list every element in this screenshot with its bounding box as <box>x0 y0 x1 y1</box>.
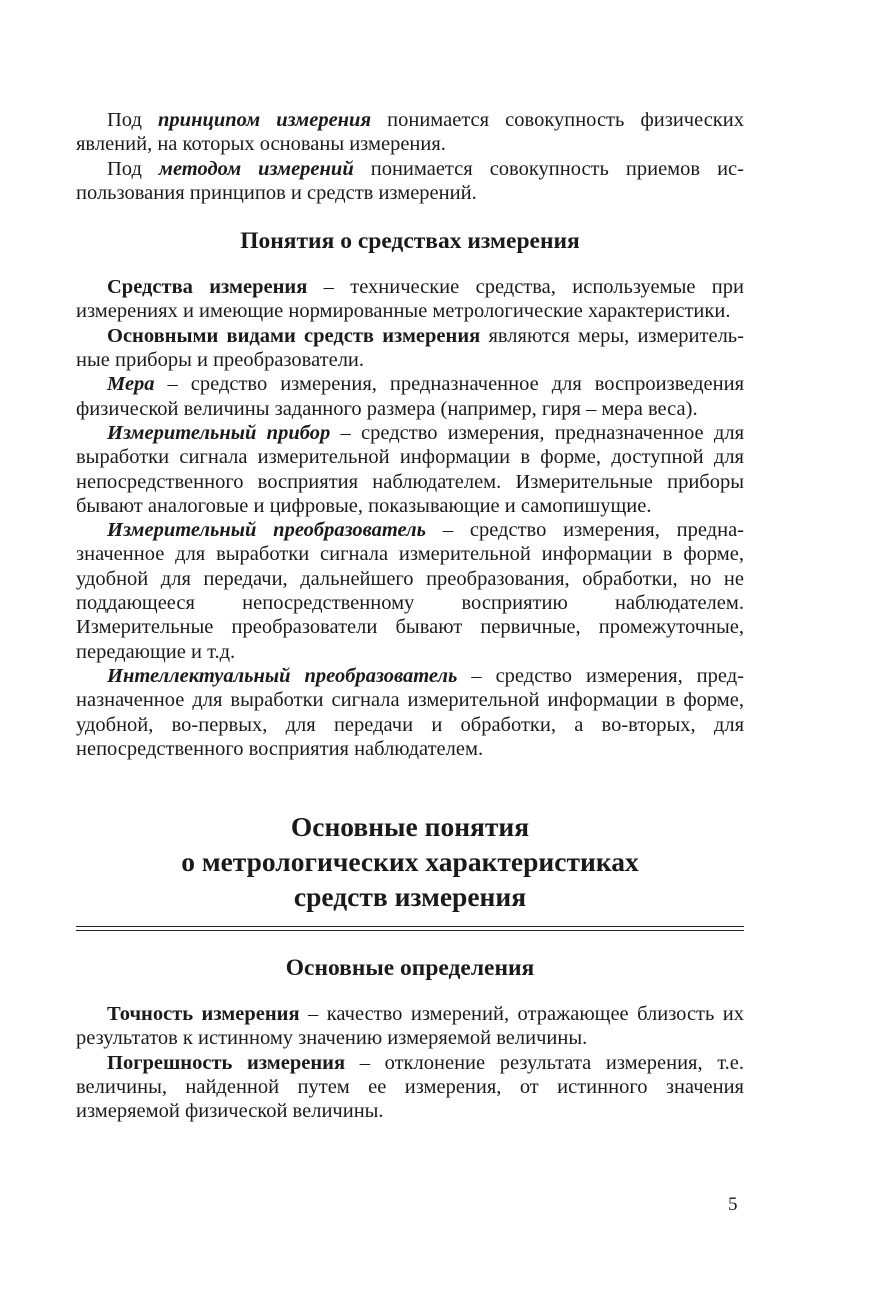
definition-measure <box>76 372 744 421</box>
definition-text: – отклонение результата измерения, т.е. величины, найденной путем ее измерения, от истинного значения измеряемой физической величины. <box>76 1051 745 1123</box>
definition-text: – средство измерения, предназначенное для выработки сигнала измерительной информации в форме, удобной для передачи, дальнейшего преобразования, обработки, но не поддающееся непосредственному восприятию наблюдателем. Измерительные преобразователи бывают первичные, промежуточные, передающие и т.д. <box>76 519 744 663</box>
term: Средства измерения <box>107 276 308 299</box>
term-principle: принципом измерения <box>158 109 372 131</box>
term: Погрешность измерения <box>107 1051 346 1074</box>
page-content <box>76 108 744 1124</box>
definition-transducer <box>76 518 744 664</box>
text: понимается совокупность приемов использования принципов и средств измерений. <box>76 157 744 204</box>
text: Под <box>107 109 159 131</box>
chapter-title-line3: средств измерения <box>293 881 527 913</box>
definition-accuracy <box>76 1002 744 1051</box>
page-number: 5 <box>728 1194 738 1215</box>
definition-instrument <box>76 421 744 518</box>
definition-means <box>76 275 744 324</box>
definition-text: являются меры, измерительные приборы и преобразователи. <box>76 324 744 372</box>
definition-text: – качество измерений, отражающее близость их результатов к истинному значению измеряемой величины. <box>76 1003 745 1050</box>
term: Интеллектуальный преобразователь <box>107 664 458 687</box>
definition-text: – средство измерения, предназначенное для воспроизведения физической величины заданного размера (например, гиря – мера веса). <box>76 373 744 420</box>
term: Точность измерения <box>107 1003 300 1026</box>
definition-main-types <box>76 324 744 373</box>
term: Основными видами средств измерения <box>107 324 481 347</box>
section-title-definitions: Основные определения <box>285 955 535 982</box>
chapter-title-line1: Основные понятия <box>290 811 530 843</box>
definition-text: – средство измерения, предназначенное для выработки сигнала измерительной информации в форме, удобной, во-первых, для передачи и обработки, а во-вторых, для непосредственного восприятия наблюдателем. <box>76 664 744 760</box>
double-rule-divider <box>76 926 744 931</box>
chapter-title-line2: о метрологических характеристиках <box>181 846 639 878</box>
intro-paragraph-principle <box>76 108 744 157</box>
definition-error <box>76 1051 744 1124</box>
section-title-means: Понятия о средствах измерения <box>240 228 580 255</box>
term: Мера <box>107 373 155 396</box>
term: Измерительный прибор <box>107 421 331 444</box>
definition-smart-transducer <box>76 664 744 761</box>
text: Под <box>107 157 159 180</box>
definition-text: – средство измерения, предназначенное для выработки сигнала измерительной информации в форме, доступной для непосредственного восприятия наблюдателем. Измерительные приборы бывают аналоговые и цифровые, показывающие и самопишущие. <box>76 421 744 517</box>
term: Измерительный преобразователь <box>107 519 427 542</box>
intro-paragraph-method <box>76 157 744 206</box>
text: понимается совокупность физических явлений, на которых основаны измерения. <box>76 109 744 156</box>
term-method: методом измерений <box>158 157 354 180</box>
definition-text: – технические средства, используемые при измерениях и имеющие нормированные метрологические характеристики. <box>76 276 744 323</box>
chapter-title <box>76 809 744 914</box>
